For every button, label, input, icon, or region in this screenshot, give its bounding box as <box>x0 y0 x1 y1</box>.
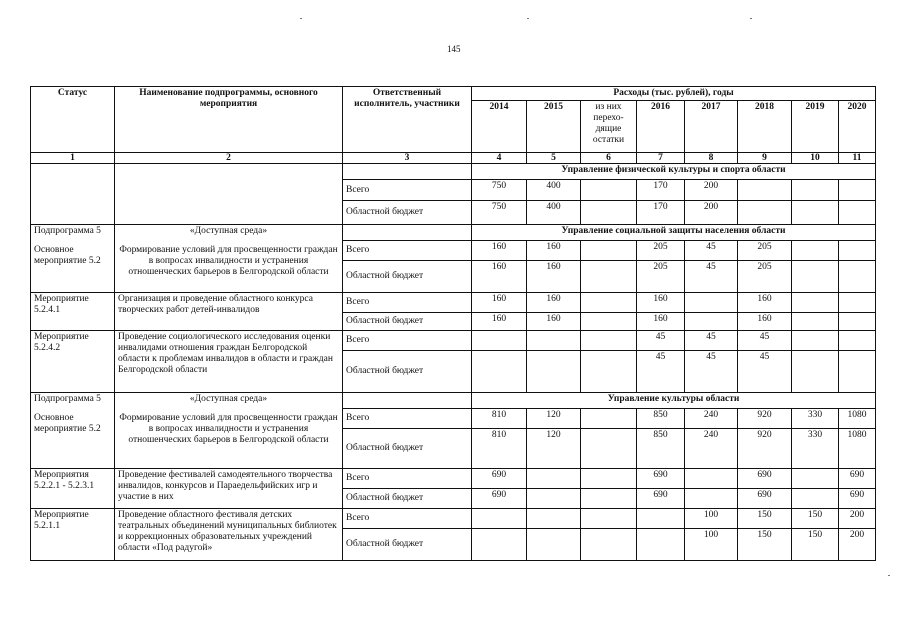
value-cell: 330 <box>792 429 839 469</box>
row-label: Областной бюджет <box>343 429 472 469</box>
value-cell <box>581 469 637 489</box>
value-cell <box>685 469 738 489</box>
value-cell: 45 <box>685 331 738 351</box>
value-cell: 690 <box>472 469 527 489</box>
expenses-table <box>30 86 876 561</box>
scan-speck <box>300 18 302 19</box>
value-cell: 205 <box>738 261 792 293</box>
value-cell: 160 <box>527 241 581 261</box>
value-cell: 100 <box>685 509 738 529</box>
value-cell: 160 <box>527 293 581 313</box>
header-year: 2017 <box>685 101 738 153</box>
value-cell: 690 <box>472 489 527 509</box>
header-executor: Ответственный исполнитель, участники <box>343 87 472 153</box>
value-cell: 45 <box>637 351 685 393</box>
header-name: Наименование подпрограммы, основного мероприятия <box>115 87 343 153</box>
value-cell <box>527 509 581 529</box>
value-cell: 920 <box>738 429 792 469</box>
value-cell <box>839 201 876 225</box>
value-cell <box>792 241 839 261</box>
value-cell: 45 <box>685 241 738 261</box>
col-number: 10 <box>792 153 839 164</box>
value-cell <box>581 489 637 509</box>
value-cell: 690 <box>738 489 792 509</box>
value-cell: 330 <box>792 409 839 429</box>
value-cell <box>527 489 581 509</box>
value-cell <box>527 351 581 393</box>
row-label: Областной бюджет <box>343 313 472 331</box>
name-cell <box>115 393 343 469</box>
col-number: 6 <box>581 153 637 164</box>
value-cell <box>839 180 876 201</box>
value-cell: 850 <box>637 429 685 469</box>
name-cell <box>115 164 343 225</box>
row-label: Областной бюджет <box>343 261 472 293</box>
value-cell: 690 <box>738 469 792 489</box>
value-cell: 160 <box>472 313 527 331</box>
header-year: 2020 <box>839 101 876 153</box>
value-cell: 400 <box>527 201 581 225</box>
name-text: «Доступная среда» <box>189 394 268 404</box>
header-year: 2015 <box>527 101 581 153</box>
column-numbers-row <box>31 153 876 164</box>
name-text: «Доступная среда» <box>189 226 268 236</box>
table-row <box>31 509 876 529</box>
header-year: 2019 <box>792 101 839 153</box>
col-number: 4 <box>472 153 527 164</box>
value-cell <box>581 351 637 393</box>
value-cell <box>685 313 738 331</box>
row-label: Всего <box>343 509 472 529</box>
value-cell: 160 <box>637 293 685 313</box>
value-cell: 160 <box>738 293 792 313</box>
value-cell: 45 <box>738 331 792 351</box>
value-cell <box>839 331 876 351</box>
value-cell: 170 <box>637 180 685 201</box>
value-cell: 690 <box>637 469 685 489</box>
header-row <box>31 87 876 101</box>
value-cell <box>581 331 637 351</box>
value-cell <box>581 429 637 469</box>
value-cell: 45 <box>685 351 738 393</box>
value-cell: 205 <box>637 261 685 293</box>
value-cell: 240 <box>685 429 738 469</box>
value-cell: 160 <box>637 313 685 331</box>
status-cell <box>31 225 115 293</box>
value-cell: 850 <box>637 409 685 429</box>
col-number: 2 <box>115 153 343 164</box>
value-cell <box>581 180 637 201</box>
col-number: 5 <box>527 153 581 164</box>
name-cell: Проведение социологического исследования оценки инвалидами отношения граждан Белгородской области к проблемам инвалидов в области и граждан Белгородской области <box>115 331 343 393</box>
value-cell <box>792 351 839 393</box>
name-cell: Организация и проведение областного конкурса творческих работ детей-инвалидов <box>115 293 343 331</box>
col-number: 1 <box>31 153 115 164</box>
value-cell <box>839 313 876 331</box>
value-cell: 45 <box>685 261 738 293</box>
value-cell <box>527 469 581 489</box>
value-cell <box>792 313 839 331</box>
value-cell: 200 <box>839 509 876 529</box>
col-number: 8 <box>685 153 738 164</box>
value-cell <box>685 293 738 313</box>
value-cell: 200 <box>839 529 876 561</box>
status-cell: Мероприятие 5.2.4.1 <box>31 293 115 331</box>
status-cell <box>31 164 115 225</box>
col-number: 9 <box>738 153 792 164</box>
table-row <box>31 293 876 313</box>
row-label: Областной бюджет <box>343 201 472 225</box>
section-row <box>31 225 876 241</box>
value-cell: 120 <box>527 409 581 429</box>
value-cell <box>581 241 637 261</box>
status-cell: Мероприятие 5.2.4.2 <box>31 331 115 393</box>
value-cell <box>792 261 839 293</box>
value-cell <box>527 529 581 561</box>
name-cell: Проведение фестивалей самодеятельного творчества инвалидов, конкурсов и Параедельфийских игр и участие в них <box>115 469 343 509</box>
header-of-them: из них перехо-дящие остатки <box>581 101 637 153</box>
value-cell: 200 <box>685 180 738 201</box>
value-cell: 240 <box>685 409 738 429</box>
value-cell <box>792 201 839 225</box>
row-label: Областной бюджет <box>343 489 472 509</box>
value-cell: 400 <box>527 180 581 201</box>
value-cell: 205 <box>637 241 685 261</box>
row-label: Всего <box>343 331 472 351</box>
value-cell <box>792 331 839 351</box>
status-cell: Мероприятие 5.2.1.1 <box>31 509 115 561</box>
name-text: Формирование условий для просвещенности граждан в вопросах инвалидности и устранения отношенческих барьеров в Белгородской области <box>119 245 338 277</box>
value-cell: 160 <box>527 313 581 331</box>
value-cell <box>472 331 527 351</box>
value-cell: 150 <box>738 529 792 561</box>
value-cell <box>792 489 839 509</box>
section-row <box>31 393 876 409</box>
value-cell: 1080 <box>839 429 876 469</box>
header-status: Статус <box>31 87 115 153</box>
row-label: Всего <box>343 469 472 489</box>
name-text: Формирование условий для просвещенности граждан в вопросах инвалидности и устранения отношенческих барьеров в Белгородской области <box>119 413 338 445</box>
value-cell: 750 <box>472 180 527 201</box>
status-text: Основное мероприятие 5.2 <box>34 245 101 266</box>
value-cell: 150 <box>792 529 839 561</box>
value-cell: 1080 <box>839 409 876 429</box>
header-year: 2016 <box>637 101 685 153</box>
value-cell <box>839 261 876 293</box>
name-cell: Проведение областного фестиваля детских театральных объединений муниципальных библиотек и коррекционных образовательных учреждений области «Под радугой» <box>115 509 343 561</box>
value-cell: 810 <box>472 429 527 469</box>
executor-cell <box>343 164 472 180</box>
value-cell: 810 <box>472 409 527 429</box>
scan-speck <box>750 18 752 19</box>
header-year: 2014 <box>472 101 527 153</box>
value-cell: 160 <box>472 261 527 293</box>
value-cell <box>792 180 839 201</box>
status-text: Подпрограмма 5 <box>34 394 101 404</box>
row-label: Областной бюджет <box>343 529 472 561</box>
section-row <box>31 164 876 180</box>
value-cell: 200 <box>685 201 738 225</box>
value-cell <box>472 509 527 529</box>
value-cell <box>839 351 876 393</box>
value-cell <box>581 509 637 529</box>
value-cell: 170 <box>637 201 685 225</box>
value-cell: 160 <box>472 293 527 313</box>
col-number: 7 <box>637 153 685 164</box>
value-cell: 150 <box>792 509 839 529</box>
value-cell <box>738 201 792 225</box>
row-label: Всего <box>343 409 472 429</box>
value-cell: 45 <box>738 351 792 393</box>
value-cell: 120 <box>527 429 581 469</box>
value-cell <box>792 469 839 489</box>
value-cell: 750 <box>472 201 527 225</box>
value-cell <box>581 313 637 331</box>
value-cell <box>472 529 527 561</box>
section-title: Управление физической культуры и спорта области <box>472 164 876 180</box>
scan-speck <box>527 18 529 19</box>
value-cell <box>581 409 637 429</box>
table-row <box>31 469 876 489</box>
value-cell <box>792 293 839 313</box>
value-cell: 160 <box>472 241 527 261</box>
value-cell <box>839 241 876 261</box>
status-cell <box>31 393 115 469</box>
value-cell: 205 <box>738 241 792 261</box>
value-cell: 160 <box>738 313 792 331</box>
value-cell <box>581 529 637 561</box>
value-cell: 690 <box>839 469 876 489</box>
value-cell: 690 <box>637 489 685 509</box>
value-cell: 45 <box>637 331 685 351</box>
row-label: Областной бюджет <box>343 351 472 393</box>
value-cell <box>738 180 792 201</box>
value-cell: 160 <box>527 261 581 293</box>
row-label: Всего <box>343 293 472 313</box>
executor-cell <box>343 393 472 409</box>
executor-cell <box>343 225 472 241</box>
value-cell: 150 <box>738 509 792 529</box>
value-cell <box>839 293 876 313</box>
value-cell <box>581 293 637 313</box>
row-label: Всего <box>343 180 472 201</box>
scan-speck <box>888 575 890 576</box>
value-cell <box>581 261 637 293</box>
table-row <box>31 331 876 351</box>
value-cell: 920 <box>738 409 792 429</box>
status-cell: Мероприятия 5.2.2.1 - 5.2.3.1 <box>31 469 115 509</box>
value-cell <box>472 351 527 393</box>
value-cell <box>637 509 685 529</box>
row-label: Всего <box>343 241 472 261</box>
header-year: 2018 <box>738 101 792 153</box>
section-title: Управление культуры области <box>472 393 876 409</box>
page-number: 145 <box>447 44 461 54</box>
value-cell: 100 <box>685 529 738 561</box>
col-number: 3 <box>343 153 472 164</box>
section-title: Управление социальной защиты населения области <box>472 225 876 241</box>
name-cell <box>115 225 343 293</box>
col-number: 11 <box>839 153 876 164</box>
value-cell <box>685 489 738 509</box>
header-expenses: Расходы (тыс. рублей), годы <box>472 87 876 101</box>
status-text: Основное мероприятие 5.2 <box>34 413 101 434</box>
status-text: Подпрограмма 5 <box>34 226 101 236</box>
value-cell <box>637 529 685 561</box>
value-cell <box>527 331 581 351</box>
value-cell: 690 <box>839 489 876 509</box>
value-cell <box>581 201 637 225</box>
